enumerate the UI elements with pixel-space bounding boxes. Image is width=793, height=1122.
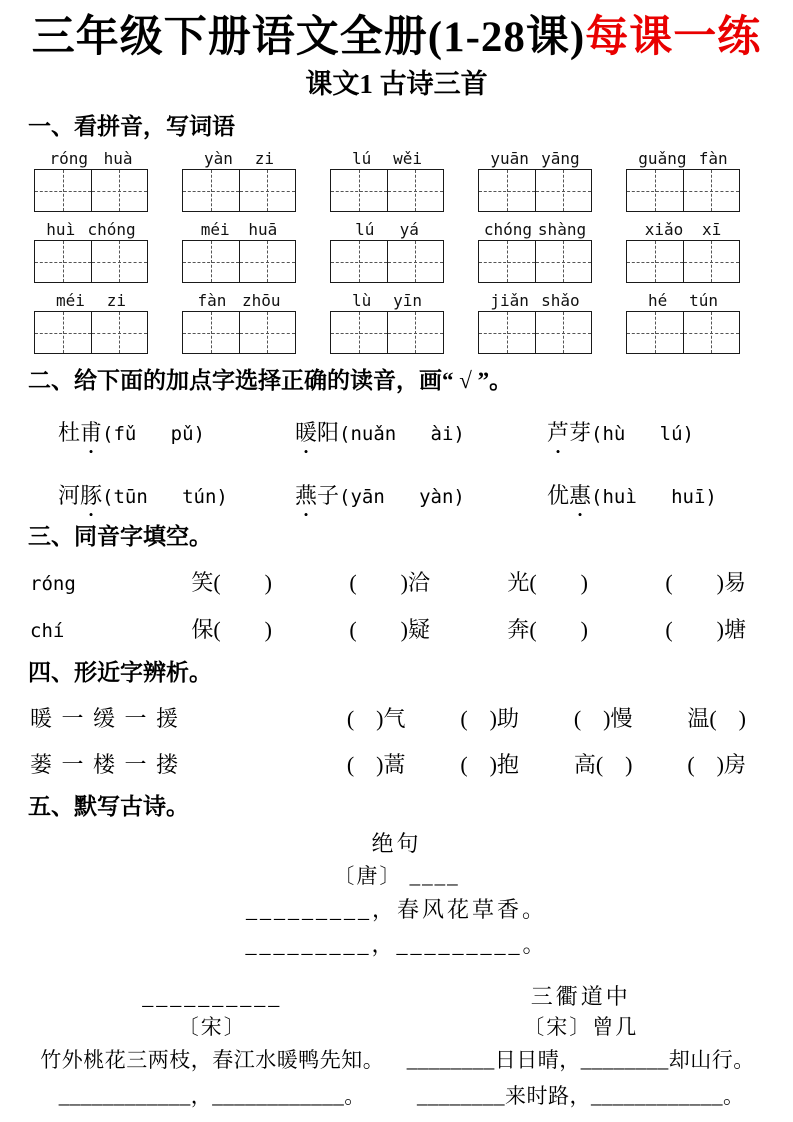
pinyin-label (330, 148, 444, 169)
row-pinyin: chí (30, 620, 65, 642)
han-char: 阳 (317, 420, 340, 445)
poem-author: 〔唐〕 ____ (333, 864, 460, 888)
row-pinyin: róng (30, 573, 76, 595)
pinyin-syllable: yá (399, 220, 419, 239)
pinyin-syllable: yuān (490, 149, 529, 168)
pinyin-word-unit (182, 219, 296, 283)
writing-cell (183, 312, 239, 353)
pinyin-label (478, 219, 592, 240)
writing-cell (683, 312, 740, 353)
pinyin-word-unit (34, 148, 148, 212)
han-char: 甫 (80, 420, 103, 445)
fill-blank-item: ( )气 (346, 706, 406, 731)
section-2-heading: 二、给下面的加点字选择正确的读音，画“ √ ”。 (28, 368, 513, 393)
writing-cell (239, 170, 296, 211)
pinyin-word-unit (34, 219, 148, 283)
similar-char-row (30, 750, 746, 780)
han-char: 河 (58, 483, 81, 508)
han-char: 燕 (295, 483, 318, 508)
pinyin-syllable: lú (355, 220, 375, 239)
pinyin-syllable: chóng (87, 220, 136, 239)
writing-box (182, 240, 296, 283)
pinyin-label (182, 219, 296, 240)
pinyin-label (330, 219, 444, 240)
dotted-word (547, 483, 591, 508)
pinyin-syllable: zhōu (241, 291, 281, 310)
pinyin-syllable: róng (49, 149, 89, 168)
fill-blank-item: ( )房 (687, 752, 746, 777)
pinyin-syllable: hé (647, 291, 668, 310)
poem-jueju (187, 828, 607, 962)
pinyin-row (34, 219, 740, 283)
char-group: 暖 一 缓 一 援 (30, 706, 181, 731)
writing-box (478, 240, 592, 283)
writing-cell (331, 170, 387, 211)
pinyin-label (626, 148, 740, 169)
dotted-word (58, 483, 102, 508)
writing-box (330, 240, 444, 283)
writing-cell (683, 241, 740, 282)
fill-blank-item: 温( ) (687, 706, 746, 731)
writing-box (330, 169, 444, 212)
writing-cell (683, 170, 740, 211)
pinyin-syllable: lú (351, 149, 372, 168)
dotted-word (547, 420, 591, 445)
writing-box (34, 240, 148, 283)
poem-line: ________来时路，____________。 (417, 1084, 745, 1108)
han-char: 杜 (58, 420, 81, 445)
similar-char-rows (30, 704, 765, 780)
writing-cell (239, 312, 296, 353)
poem-title: __________ (142, 984, 283, 1009)
pinyin-options: (fǔ pǔ) (102, 423, 205, 445)
dotted-word (295, 483, 339, 508)
writing-cell (183, 170, 239, 211)
han-char: 豚 (80, 483, 103, 508)
pinyin-word-unit (626, 148, 740, 212)
pinyin-syllable: méi (55, 291, 85, 310)
pinyin-syllable: fàn (698, 149, 728, 168)
pinyin-syllable: chóng (483, 220, 533, 239)
fill-blank-item: ( )疑 (349, 617, 430, 642)
writing-cell (535, 241, 592, 282)
poem-author: 〔宋〕曾几 (523, 1015, 639, 1039)
page-title-red: 每课一练 (585, 14, 762, 61)
pinyin-word-unit (182, 290, 296, 354)
writing-cell (331, 241, 387, 282)
pinyin-word-unit (478, 219, 592, 283)
poem-line: 竹外桃花三两枝，春江水暖鸭先知。 (40, 1048, 385, 1072)
writing-cell (479, 312, 535, 353)
section-1-heading: 一、看拼音，写词语 (28, 114, 235, 139)
section-4-heading: 四、形近字辨析。 (28, 660, 212, 685)
pinyin-word-unit (626, 219, 740, 283)
pinyin-syllable: huì (46, 220, 76, 239)
writing-cell (331, 312, 387, 353)
pinyin-label (626, 290, 740, 311)
writing-box (478, 169, 592, 212)
poem-title: 绝句 (371, 831, 422, 856)
pinyin-label (182, 148, 296, 169)
page-title-black: 三年级下册语文全册(1-28课) (31, 14, 586, 61)
pinyin-syllable: shǎo (541, 291, 580, 310)
poem-huichong (28, 982, 397, 1114)
pinyin-syllable: yāng (541, 149, 580, 168)
pinyin-syllable: jiǎn (490, 291, 529, 310)
writing-cell (627, 312, 683, 353)
phonetic-choice-item (547, 479, 765, 510)
han-char: 芽 (569, 420, 592, 445)
section-5-heading: 五、默写古诗。 (28, 794, 189, 819)
writing-box (330, 311, 444, 354)
writing-cell (627, 170, 683, 211)
poem-line: ________日日晴，________却山行。 (406, 1048, 755, 1072)
dotted-word (295, 420, 339, 445)
pinyin-writing-grid (34, 148, 740, 354)
pinyin-options: (tūn tún) (102, 486, 228, 508)
pinyin-syllable: yīn (393, 291, 423, 310)
phonetic-choice-grid (58, 416, 765, 510)
pinyin-syllable: xī (702, 220, 722, 239)
writing-cell (627, 241, 683, 282)
han-char: 暖 (295, 420, 318, 445)
fill-blank-item: ( )助 (460, 706, 519, 731)
writing-cell (387, 241, 444, 282)
writing-cell (35, 170, 91, 211)
writing-cell (479, 170, 535, 211)
pinyin-syllable: fàn (197, 291, 227, 310)
fill-blank-item: 笑( ) (191, 570, 272, 595)
writing-cell (183, 241, 239, 282)
homophone-fill-rows (30, 568, 765, 646)
phonetic-choice-item (295, 416, 547, 447)
pinyin-syllable: xiǎo (644, 220, 684, 239)
page-title (28, 12, 765, 64)
pinyin-syllable: shàng (537, 220, 587, 239)
pinyin-options: (yān yàn) (339, 486, 465, 508)
pinyin-word-unit (478, 148, 592, 212)
dotted-word (58, 420, 102, 445)
pinyin-label (478, 148, 592, 169)
pinyin-label (34, 290, 148, 311)
fill-blank-item: ( )抱 (460, 752, 519, 777)
pinyin-syllable: zi (254, 149, 275, 168)
homophone-row (30, 615, 746, 646)
pinyin-label (34, 148, 148, 169)
writing-box (182, 311, 296, 354)
pinyin-word-unit (34, 290, 148, 354)
writing-cell (35, 241, 91, 282)
fill-blank-item: ( )蒿 (346, 752, 406, 777)
lesson-subtitle: 课文1 古诗三首 (305, 69, 488, 99)
writing-cell (535, 170, 592, 211)
pinyin-label (182, 290, 296, 311)
fill-blank-item: 光( ) (507, 570, 588, 595)
pinyin-syllable: wěi (393, 149, 423, 168)
pinyin-word-unit (330, 219, 444, 283)
writing-box (626, 169, 740, 212)
han-char: 子 (317, 483, 340, 508)
fill-blank-item: 奔( ) (507, 617, 588, 642)
han-char: 优 (547, 483, 570, 508)
poem-sanqu (397, 982, 766, 1114)
fill-blank-item: ( )慢 (573, 706, 633, 731)
pinyin-word-unit (478, 290, 592, 354)
pinyin-word-unit (330, 148, 444, 212)
writing-cell (479, 241, 535, 282)
pinyin-syllable: lù (351, 291, 372, 310)
phonetic-choice-item (295, 479, 547, 510)
poem-line: ____________，____________。 (58, 1084, 366, 1108)
writing-cell (387, 312, 444, 353)
pinyin-options: (nuǎn ài) (339, 423, 465, 445)
fill-blank-item: ( )洽 (349, 570, 430, 595)
pinyin-word-unit (626, 290, 740, 354)
pinyin-label (34, 219, 148, 240)
phonetic-choice-item (547, 416, 765, 447)
pinyin-options: (hù lú) (591, 423, 694, 445)
poem-title: 三衢道中 (530, 984, 631, 1009)
pinyin-syllable: yàn (203, 149, 233, 168)
pinyin-label (330, 290, 444, 311)
writing-box (34, 311, 148, 354)
han-char: 芦 (547, 420, 570, 445)
writing-box (478, 311, 592, 354)
pinyin-syllable: zi (106, 291, 127, 310)
pinyin-syllable: huā (248, 220, 278, 239)
writing-box (626, 240, 740, 283)
similar-char-row (30, 704, 746, 734)
writing-cell (535, 312, 592, 353)
poem-line: _________，_________。 (245, 932, 548, 957)
fill-blank-item: ( )塘 (665, 617, 746, 642)
char-group: 蒌 一 楼 一 搂 (30, 752, 181, 777)
homophone-row (30, 568, 746, 599)
pinyin-syllable: huà (103, 149, 133, 168)
pinyin-label (626, 219, 740, 240)
writing-box (34, 169, 148, 212)
bottom-poem-columns (28, 982, 765, 1114)
section-3-heading: 三、同音字填空。 (28, 524, 212, 549)
fill-blank-item: 保( ) (191, 617, 272, 642)
writing-box (182, 169, 296, 212)
writing-cell (35, 312, 91, 353)
phonetic-choice-item (58, 479, 295, 510)
poem-author: 〔宋〕 (177, 1015, 247, 1039)
pinyin-syllable: guǎng (638, 149, 687, 168)
writing-cell (239, 241, 296, 282)
phonetic-choice-item (58, 416, 295, 447)
pinyin-options: (huì huī) (591, 486, 717, 508)
pinyin-syllable: méi (200, 220, 230, 239)
pinyin-word-unit (330, 290, 444, 354)
fill-blank-item: ( )易 (665, 570, 746, 595)
writing-cell (91, 241, 148, 282)
writing-box (626, 311, 740, 354)
writing-cell (91, 170, 148, 211)
pinyin-syllable: tún (689, 291, 719, 310)
han-char: 惠 (569, 483, 592, 508)
pinyin-label (478, 290, 592, 311)
pinyin-row (34, 148, 740, 212)
writing-cell (387, 170, 444, 211)
fill-blank-item: 高( ) (573, 752, 633, 777)
writing-cell (91, 312, 148, 353)
pinyin-word-unit (182, 148, 296, 212)
pinyin-row (34, 290, 740, 354)
poem-line: _________，春风花草香。 (245, 897, 547, 922)
